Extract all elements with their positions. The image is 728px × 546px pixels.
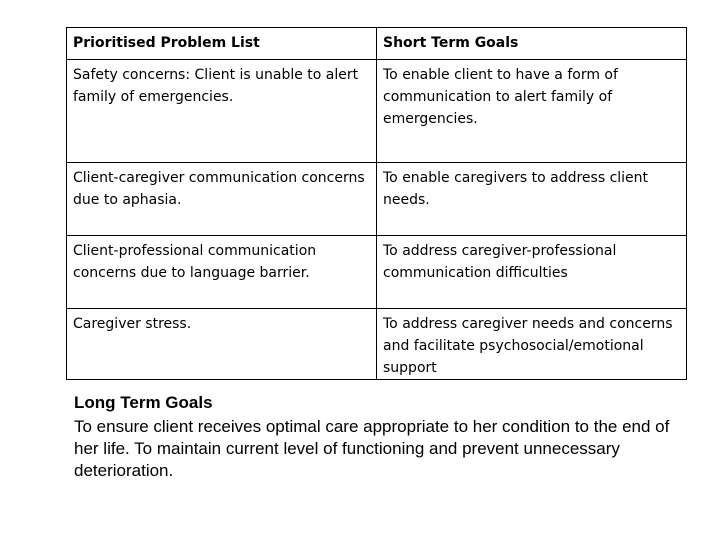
table-row <box>67 236 687 309</box>
problem-cell: Safety concerns: Client is unable to alert family of emergencies. <box>67 60 377 163</box>
problem-cell: Caregiver stress. <box>67 309 377 380</box>
problem-goals-table <box>66 27 687 380</box>
long-term-goals-text: To ensure client receives optimal care appropriate to her condition to the end of her life. To maintain current level of functioning and prevent unnecessary deterioration. <box>74 417 670 480</box>
long-term-goals-section <box>74 392 684 482</box>
goal-cell: To address caregiver-professional communication difficulties <box>377 236 687 309</box>
table-row <box>67 163 687 236</box>
table-row <box>67 309 687 380</box>
goal-cell: To address caregiver needs and concerns and facilitate psychosocial/emotional support <box>377 309 687 380</box>
problem-cell: Client-professional communication concerns due to language barrier. <box>67 236 377 309</box>
goal-cell: To enable caregivers to address client needs. <box>377 163 687 236</box>
long-term-goals-title: Long Term Goals <box>74 393 213 412</box>
goal-cell: To enable client to have a form of communication to alert family of emergencies. <box>377 60 687 163</box>
table-row <box>67 60 687 163</box>
problem-cell: Client-caregiver communication concerns due to aphasia. <box>67 163 377 236</box>
header-short-term-goals: Short Term Goals <box>377 28 687 60</box>
table-header-row <box>67 28 687 60</box>
header-problem-list: Prioritised Problem List <box>67 28 377 60</box>
